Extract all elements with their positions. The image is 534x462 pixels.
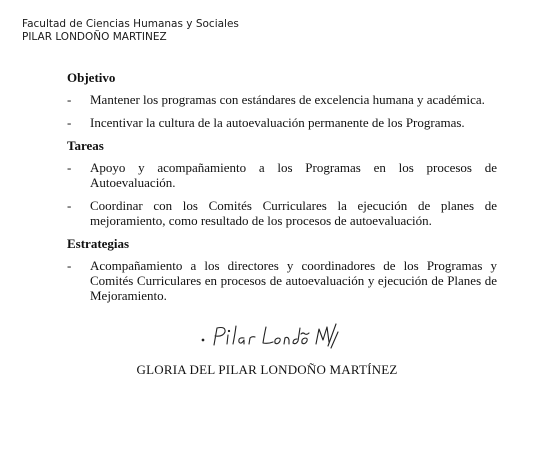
- document-body: [67, 70, 497, 311]
- section-estrategias: [67, 236, 497, 303]
- faculty-name: Facultad de Ciencias Humanas y Sociales: [22, 18, 239, 30]
- bullet-dash: -: [67, 198, 72, 213]
- bullet-dash: -: [67, 92, 72, 107]
- list-item-text: Coordinar con los Comités Curriculares la ejecución de planes de mejoramiento, como resultado de los procesos de autoevaluación.: [90, 198, 497, 228]
- section-title: Estrategias: [67, 236, 130, 251]
- bullet-dash: -: [67, 115, 72, 130]
- section-tareas: [67, 138, 497, 228]
- list-item: [67, 160, 497, 190]
- list-item: [67, 198, 497, 228]
- bullet-dash: -: [67, 258, 72, 273]
- list-item: [67, 258, 497, 303]
- section-title: Objetivo: [67, 70, 116, 85]
- signer-name: GLORIA DEL PILAR LONDOÑO MARTÍNEZ: [136, 362, 398, 377]
- signature-drawing: [200, 318, 350, 354]
- bullet-dash: -: [67, 160, 72, 175]
- author-name: PILAR LONDOÑO MARTINEZ: [22, 31, 167, 43]
- section-title: Tareas: [67, 138, 104, 153]
- document-header: [22, 18, 239, 44]
- list-item-text: Acompañamiento a los directores y coordinadores de los Programas y Comités Curriculares en procesos de autoevaluación y ejecución de Planes de Mejoramiento.: [90, 258, 497, 303]
- list-item-text: Incentivar la cultura de la autoevaluación permanente de los Programas.: [90, 115, 465, 130]
- handwritten-signature: [200, 318, 350, 354]
- section-objetivo: [67, 70, 497, 130]
- list-item: [67, 92, 497, 107]
- list-item-text: Mantener los programas con estándares de excelencia humana y académica.: [90, 92, 485, 107]
- list-item: [67, 115, 497, 130]
- list-item-text: Apoyo y acompañamiento a los Programas en los procesos de Autoevaluación.: [90, 160, 497, 190]
